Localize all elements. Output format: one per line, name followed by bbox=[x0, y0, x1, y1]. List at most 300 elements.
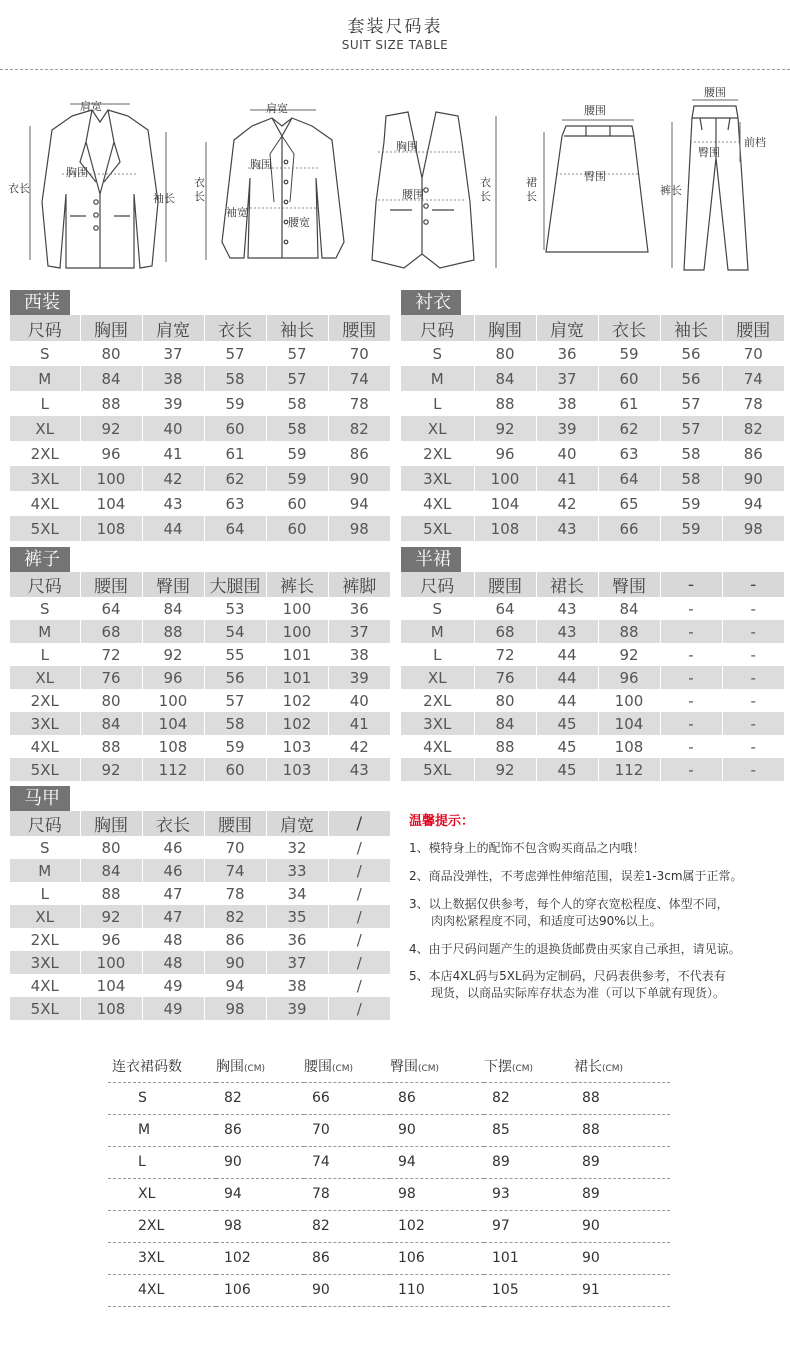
table-cell: 44 bbox=[536, 643, 598, 666]
table-cell: M bbox=[401, 620, 474, 643]
table-cell: 84 bbox=[80, 859, 142, 882]
table-cell: 86 bbox=[328, 441, 390, 466]
table-cell: 47 bbox=[142, 905, 204, 928]
table-cell: - bbox=[722, 620, 784, 643]
table-cell: 43 bbox=[142, 491, 204, 516]
column-header: - bbox=[722, 572, 784, 597]
table-cell: - bbox=[722, 643, 784, 666]
shirt-table-body bbox=[401, 315, 784, 541]
table-cell: 58 bbox=[266, 416, 328, 441]
table-cell: 36 bbox=[536, 341, 598, 366]
notice-item: 现货，以商品实际库存状态为准（可以下单就有现货）。 bbox=[431, 986, 726, 1000]
column-header-unit: (CM) bbox=[332, 1063, 354, 1074]
table-row bbox=[401, 491, 784, 516]
column-header-unit: (CM) bbox=[418, 1063, 440, 1074]
column-header: 腰围 bbox=[204, 811, 266, 836]
table-cell: 61 bbox=[204, 441, 266, 466]
table-cell: 42 bbox=[536, 491, 598, 516]
pants-length-label: 裤长 bbox=[660, 184, 682, 197]
table-cell: 34 bbox=[266, 882, 328, 905]
table-cell: 4XL bbox=[401, 491, 474, 516]
table-cell: 36 bbox=[328, 597, 390, 620]
table-cell: 110 bbox=[398, 1282, 425, 1298]
suit-table-tab: 西装 bbox=[10, 290, 70, 315]
table-row bbox=[401, 620, 784, 643]
garment-diagrams bbox=[0, 82, 790, 282]
vest-length-label-b: 长 bbox=[480, 190, 491, 203]
table-cell: 44 bbox=[536, 689, 598, 712]
table-cell: 94 bbox=[204, 974, 266, 997]
table-cell: L bbox=[10, 391, 80, 416]
table-cell: 84 bbox=[80, 366, 142, 391]
table-cell: 41 bbox=[328, 712, 390, 735]
table-cell: 64 bbox=[474, 597, 536, 620]
table-cell: 74 bbox=[328, 366, 390, 391]
table-cell: 68 bbox=[80, 620, 142, 643]
column-header bbox=[390, 1050, 484, 1082]
table-cell: 38 bbox=[266, 974, 328, 997]
skirt-illustration bbox=[546, 126, 648, 252]
column-header-unit: (CM) bbox=[244, 1063, 266, 1074]
column-header: 尺码 bbox=[10, 572, 80, 597]
table-cell: 43 bbox=[536, 620, 598, 643]
table-cell: 58 bbox=[660, 441, 722, 466]
table-cell: 2XL bbox=[10, 441, 80, 466]
table-cell: 90 bbox=[582, 1218, 600, 1234]
table-cell: 90 bbox=[328, 466, 390, 491]
table-header-row bbox=[10, 572, 390, 597]
table-cell: 70 bbox=[312, 1122, 330, 1138]
skirt-waist-label: 腰围 bbox=[584, 104, 606, 117]
table-cell: M bbox=[138, 1122, 151, 1138]
table-cell: XL bbox=[138, 1186, 156, 1202]
table-cell: 43 bbox=[536, 597, 598, 620]
table-cell: 94 bbox=[328, 491, 390, 516]
table-row bbox=[401, 597, 784, 620]
table-cell: 41 bbox=[142, 441, 204, 466]
table-cell: 98 bbox=[204, 997, 266, 1020]
pants-illustration bbox=[684, 106, 748, 270]
table-row bbox=[401, 366, 784, 391]
table-cell: L bbox=[138, 1154, 146, 1170]
table-cell: 38 bbox=[536, 391, 598, 416]
shirt-shoulder-label: 肩宽 bbox=[266, 102, 288, 115]
table-cell: XL bbox=[10, 905, 80, 928]
table-cell: 2XL bbox=[138, 1218, 165, 1234]
skirt-length-label-a: 裙 bbox=[526, 176, 537, 189]
table-cell: 70 bbox=[328, 341, 390, 366]
table-row bbox=[108, 1274, 670, 1306]
table-cell: 38 bbox=[328, 643, 390, 666]
table-row bbox=[401, 689, 784, 712]
table-cell: 80 bbox=[80, 341, 142, 366]
table-cell: 68 bbox=[474, 620, 536, 643]
table-cell: 3XL bbox=[10, 951, 80, 974]
table-cell: 45 bbox=[536, 735, 598, 758]
table-header-row bbox=[401, 572, 784, 597]
table-cell: XL bbox=[401, 416, 474, 441]
notice-section bbox=[409, 810, 790, 1000]
pants-table-tab: 裤子 bbox=[10, 547, 70, 572]
table-cell: 57 bbox=[660, 416, 722, 441]
table-row bbox=[10, 951, 390, 974]
table-cell: - bbox=[660, 597, 722, 620]
table-row bbox=[10, 836, 390, 859]
table-cell: 89 bbox=[582, 1186, 600, 1202]
table-cell: / bbox=[328, 836, 390, 859]
table-cell: 48 bbox=[142, 951, 204, 974]
table-row bbox=[401, 441, 784, 466]
table-cell: 2XL bbox=[10, 928, 80, 951]
table-cell: 42 bbox=[142, 466, 204, 491]
suit-table bbox=[10, 315, 390, 541]
table-cell: - bbox=[660, 735, 722, 758]
table-row bbox=[401, 391, 784, 416]
suit-size-table bbox=[10, 290, 390, 542]
table-cell: 92 bbox=[142, 643, 204, 666]
garment-illustrations bbox=[0, 82, 790, 282]
table-cell: 3XL bbox=[10, 712, 80, 735]
table-cell: 90 bbox=[204, 951, 266, 974]
table-cell: 82 bbox=[224, 1090, 242, 1106]
table-cell: 80 bbox=[80, 689, 142, 712]
table-cell: 37 bbox=[536, 366, 598, 391]
table-cell: 58 bbox=[204, 712, 266, 735]
table-cell: 59 bbox=[660, 491, 722, 516]
table-cell: L bbox=[10, 882, 80, 905]
table-cell: 82 bbox=[312, 1218, 330, 1234]
column-header: 胸围 bbox=[80, 811, 142, 836]
column-header-label: 腰围 bbox=[304, 1058, 332, 1075]
table-cell: 90 bbox=[582, 1250, 600, 1266]
table-cell: 100 bbox=[266, 620, 328, 643]
table-cell: 88 bbox=[582, 1090, 600, 1106]
jacket-chest-label: 胸围 bbox=[66, 166, 88, 179]
table-cell: 86 bbox=[224, 1122, 242, 1138]
table-cell: 64 bbox=[80, 597, 142, 620]
table-cell: 63 bbox=[598, 441, 660, 466]
column-header: - bbox=[660, 572, 722, 597]
table-cell: 100 bbox=[80, 951, 142, 974]
table-cell: 66 bbox=[598, 516, 660, 541]
table-cell: 39 bbox=[328, 666, 390, 689]
table-cell: 57 bbox=[660, 391, 722, 416]
table-row bbox=[10, 666, 390, 689]
table-cell: 2XL bbox=[401, 441, 474, 466]
column-header: 衣长 bbox=[598, 315, 660, 341]
table-cell: 100 bbox=[474, 466, 536, 491]
column-header bbox=[304, 1050, 390, 1082]
table-cell: 88 bbox=[474, 735, 536, 758]
table-cell: 4XL bbox=[10, 974, 80, 997]
table-cell: 60 bbox=[204, 416, 266, 441]
table-cell: 64 bbox=[598, 466, 660, 491]
table-cell: XL bbox=[10, 416, 80, 441]
table-cell: 106 bbox=[398, 1250, 425, 1266]
table-cell: 100 bbox=[266, 597, 328, 620]
table-cell: 88 bbox=[142, 620, 204, 643]
table-cell: 2XL bbox=[10, 689, 80, 712]
table-row bbox=[10, 882, 390, 905]
table-row bbox=[10, 491, 390, 516]
table-cell: 70 bbox=[204, 836, 266, 859]
jacket-sleeve-label: 袖长 bbox=[153, 192, 175, 205]
table-cell: 60 bbox=[598, 366, 660, 391]
vest-table bbox=[10, 811, 390, 1020]
table-cell: 108 bbox=[80, 997, 142, 1020]
column-header: 衣长 bbox=[204, 315, 266, 341]
column-header: 腰围 bbox=[474, 572, 536, 597]
vest-size-table bbox=[10, 786, 390, 1020]
skirt-table-body bbox=[401, 572, 784, 781]
table-cell: 58 bbox=[660, 466, 722, 491]
table-cell: - bbox=[722, 758, 784, 781]
column-header: 袖长 bbox=[266, 315, 328, 341]
vest-table-body bbox=[10, 811, 390, 1020]
table-cell: 105 bbox=[492, 1282, 519, 1298]
table-header-row bbox=[401, 315, 784, 341]
table-cell: 86 bbox=[312, 1250, 330, 1266]
table-cell: 5XL bbox=[401, 758, 474, 781]
table-cell: 39 bbox=[266, 997, 328, 1020]
table-cell: L bbox=[401, 391, 474, 416]
table-cell: 82 bbox=[492, 1090, 510, 1106]
column-header: 腰围 bbox=[722, 315, 784, 341]
pants-table bbox=[10, 572, 390, 781]
table-cell: 89 bbox=[582, 1154, 600, 1170]
shirt-size-table bbox=[401, 290, 784, 542]
table-cell: 39 bbox=[536, 416, 598, 441]
table-cell: - bbox=[660, 689, 722, 712]
table-cell: L bbox=[10, 643, 80, 666]
table-cell: 84 bbox=[474, 712, 536, 735]
vest-table-tab: 马甲 bbox=[10, 786, 70, 811]
dress-table-body bbox=[108, 1050, 670, 1306]
table-cell: 37 bbox=[142, 341, 204, 366]
table-cell: 5XL bbox=[401, 516, 474, 541]
notice-item: 3、以上数据仅供参考，每个人的穿衣宽松程度、体型不同， bbox=[409, 897, 729, 911]
column-header bbox=[574, 1050, 670, 1082]
table-cell: 102 bbox=[224, 1250, 251, 1266]
vest-waist-label: 腰围 bbox=[402, 188, 424, 201]
table-cell: 5XL bbox=[10, 516, 80, 541]
column-header-label: 胸围 bbox=[216, 1058, 244, 1075]
table-cell: 80 bbox=[474, 689, 536, 712]
table-row bbox=[401, 758, 784, 781]
table-cell: 86 bbox=[398, 1090, 416, 1106]
table-row bbox=[401, 466, 784, 491]
table-cell: 45 bbox=[536, 758, 598, 781]
table-cell: / bbox=[328, 997, 390, 1020]
table-cell: 100 bbox=[80, 466, 142, 491]
table-cell: 44 bbox=[536, 666, 598, 689]
table-cell: 59 bbox=[266, 466, 328, 491]
table-cell: 59 bbox=[266, 441, 328, 466]
table-cell: 65 bbox=[598, 491, 660, 516]
table-cell: 78 bbox=[312, 1186, 330, 1202]
skirt-table-tab: 半裙 bbox=[401, 547, 461, 572]
jacket-illustration bbox=[42, 110, 158, 268]
pants-waist-label: 腰围 bbox=[704, 86, 726, 99]
table-cell: 96 bbox=[474, 441, 536, 466]
notice-title: 温馨提示： bbox=[409, 814, 475, 829]
notice-item: 2、商品没弹性，不考虑弹性伸缩范围，误差1-3cm属于正常。 bbox=[409, 869, 743, 883]
column-header: 胸围 bbox=[474, 315, 536, 341]
table-cell: 3XL bbox=[10, 466, 80, 491]
table-cell: M bbox=[10, 620, 80, 643]
table-row bbox=[10, 366, 390, 391]
table-row bbox=[108, 1210, 670, 1242]
table-cell: 80 bbox=[474, 341, 536, 366]
table-cell: 88 bbox=[80, 882, 142, 905]
pants-size-table bbox=[10, 547, 390, 780]
table-cell: 88 bbox=[474, 391, 536, 416]
table-cell: 3XL bbox=[138, 1250, 165, 1266]
column-header: 肩宽 bbox=[142, 315, 204, 341]
table-cell: 106 bbox=[224, 1282, 251, 1298]
table-cell: 90 bbox=[722, 466, 784, 491]
table-cell: 40 bbox=[328, 689, 390, 712]
table-cell: 37 bbox=[266, 951, 328, 974]
skirt-size-table bbox=[401, 547, 784, 780]
table-row bbox=[10, 597, 390, 620]
table-cell: 108 bbox=[474, 516, 536, 541]
table-cell: 46 bbox=[142, 836, 204, 859]
column-header: 大腿围 bbox=[204, 572, 266, 597]
table-cell: - bbox=[722, 597, 784, 620]
table-cell: 88 bbox=[80, 391, 142, 416]
table-cell: 96 bbox=[142, 666, 204, 689]
table-cell: 98 bbox=[328, 516, 390, 541]
table-cell: 88 bbox=[582, 1122, 600, 1138]
table-cell: 56 bbox=[660, 341, 722, 366]
table-cell: 92 bbox=[474, 758, 536, 781]
table-cell: 74 bbox=[312, 1154, 330, 1170]
table-cell: 108 bbox=[142, 735, 204, 758]
table-cell: 78 bbox=[204, 882, 266, 905]
table-cell: 100 bbox=[598, 689, 660, 712]
table-row bbox=[10, 341, 390, 366]
table-cell: 59 bbox=[660, 516, 722, 541]
table-cell: 55 bbox=[204, 643, 266, 666]
column-header: 肩宽 bbox=[536, 315, 598, 341]
shirt-chest-label: 胸围 bbox=[250, 158, 272, 171]
table-row bbox=[10, 516, 390, 541]
table-cell: 57 bbox=[204, 341, 266, 366]
table-cell: 90 bbox=[224, 1154, 242, 1170]
table-cell: 104 bbox=[80, 974, 142, 997]
table-cell: 98 bbox=[722, 516, 784, 541]
table-cell: 86 bbox=[722, 441, 784, 466]
table-row bbox=[401, 735, 784, 758]
table-cell: 62 bbox=[204, 466, 266, 491]
page-title: 套装尺码表 bbox=[347, 17, 443, 37]
table-cell: 62 bbox=[598, 416, 660, 441]
table-cell: - bbox=[660, 712, 722, 735]
table-cell: S bbox=[401, 341, 474, 366]
table-cell: M bbox=[10, 366, 80, 391]
table-cell: - bbox=[660, 643, 722, 666]
shirt-length-label-b: 长 bbox=[194, 190, 205, 203]
table-cell: 104 bbox=[474, 491, 536, 516]
table-row bbox=[108, 1178, 670, 1210]
notice-item: 1、模特身上的配饰不包含购买商品之内哦！ bbox=[409, 841, 645, 855]
table-cell: 84 bbox=[142, 597, 204, 620]
shirt-table-tab: 衬衣 bbox=[401, 290, 461, 315]
table-row bbox=[10, 735, 390, 758]
table-cell: 4XL bbox=[138, 1282, 165, 1298]
table-cell: S bbox=[138, 1090, 147, 1106]
table-cell: 58 bbox=[204, 366, 266, 391]
table-cell: 3XL bbox=[401, 712, 474, 735]
table-row bbox=[401, 416, 784, 441]
table-cell: 60 bbox=[266, 516, 328, 541]
table-cell: 89 bbox=[492, 1154, 510, 1170]
header-divider bbox=[0, 69, 790, 70]
table-row bbox=[10, 466, 390, 491]
page-subtitle: SUIT SIZE TABLE bbox=[341, 38, 449, 52]
table-cell: 101 bbox=[266, 666, 328, 689]
vest-chest-label: 胸围 bbox=[396, 140, 418, 153]
table-cell: 84 bbox=[474, 366, 536, 391]
table-cell: / bbox=[328, 974, 390, 997]
table-cell: 92 bbox=[80, 758, 142, 781]
table-cell: 59 bbox=[204, 735, 266, 758]
table-cell: 5XL bbox=[10, 758, 80, 781]
table-row bbox=[10, 905, 390, 928]
column-header bbox=[216, 1050, 304, 1082]
table-cell: 98 bbox=[224, 1218, 242, 1234]
table-cell: 108 bbox=[598, 735, 660, 758]
table-cell: 94 bbox=[722, 491, 784, 516]
table-header-row bbox=[108, 1050, 670, 1082]
table-row bbox=[108, 1146, 670, 1178]
table-cell: 72 bbox=[80, 643, 142, 666]
table-cell: 40 bbox=[536, 441, 598, 466]
table-cell: 57 bbox=[266, 341, 328, 366]
table-cell: 102 bbox=[266, 712, 328, 735]
table-row bbox=[401, 643, 784, 666]
dress-table bbox=[108, 1050, 670, 1307]
column-header: 腰围 bbox=[328, 315, 390, 341]
table-row bbox=[10, 441, 390, 466]
column-header-label: 连衣裙码数 bbox=[112, 1058, 182, 1075]
column-header: 尺码 bbox=[10, 315, 80, 341]
table-row bbox=[108, 1114, 670, 1146]
table-cell: 92 bbox=[598, 643, 660, 666]
table-row bbox=[108, 1242, 670, 1274]
column-header bbox=[484, 1050, 574, 1082]
table-cell: L bbox=[401, 643, 474, 666]
column-header-label: 臀围 bbox=[390, 1058, 418, 1075]
shirt-waist-label: 腰宽 bbox=[288, 216, 310, 229]
shirt-length-label-a: 衣 bbox=[194, 176, 205, 189]
table-row bbox=[10, 758, 390, 781]
table-cell: 102 bbox=[266, 689, 328, 712]
column-header: 肩宽 bbox=[266, 811, 328, 836]
table-cell: S bbox=[10, 597, 80, 620]
table-cell: 112 bbox=[598, 758, 660, 781]
table-cell: / bbox=[328, 951, 390, 974]
table-cell: 4XL bbox=[10, 735, 80, 758]
table-cell: - bbox=[660, 758, 722, 781]
table-cell: 33 bbox=[266, 859, 328, 882]
table-cell: 103 bbox=[266, 758, 328, 781]
column-header-unit: (CM) bbox=[512, 1063, 534, 1074]
column-header: / bbox=[328, 811, 390, 836]
table-row bbox=[401, 341, 784, 366]
shirt-illustration bbox=[222, 118, 344, 258]
